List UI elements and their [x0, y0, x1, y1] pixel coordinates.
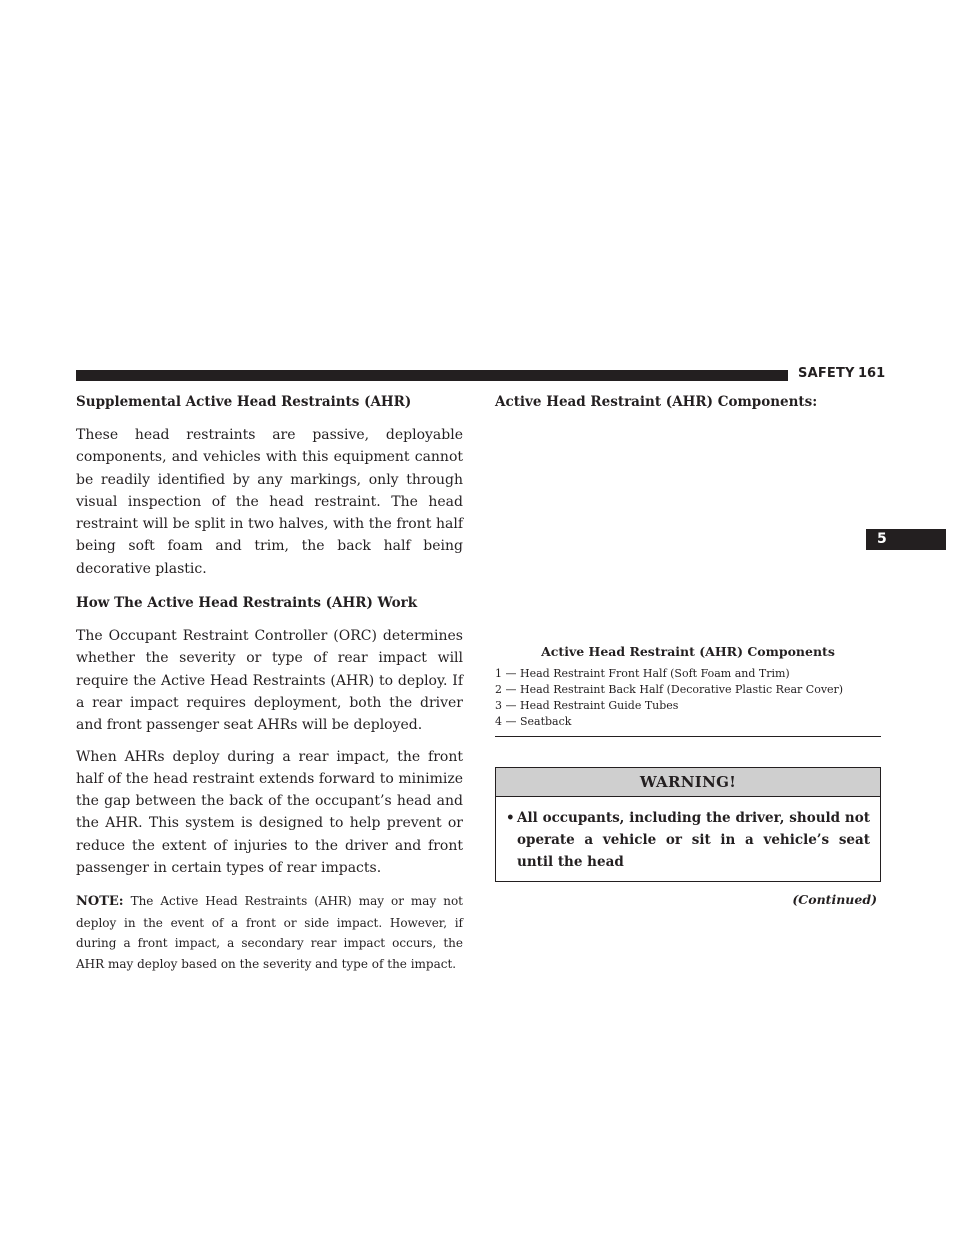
note-label: NOTE:: [76, 894, 124, 910]
heading-components: Active Head Restraint (AHR) Components:: [495, 394, 818, 410]
right-column: [495, 393, 881, 907]
warning-item: [506, 807, 870, 873]
figure-area: [495, 411, 881, 643]
legend-item: 2 — Head Restraint Back Half (Decorative Plastic Rear Cover): [495, 683, 844, 696]
warning-body: [496, 797, 880, 881]
legend-item: 1 — Head Restraint Front Half (Soft Foam and Trim): [495, 667, 790, 680]
page-number: 161: [858, 366, 886, 381]
warning-title: WARNING!: [496, 768, 880, 797]
paragraph-orc: The Occupant Restraint Controller (ORC) determines whether the severity or type of rear impact will require the Active Head Restraints (AHR) to deploy. If a rear impact requires deployment, both the driver and front passenger seat AHRs will be deployed.: [76, 628, 463, 734]
section-title: SAFETY: [798, 366, 855, 381]
paragraph-deploy: When AHRs deploy during a rear impact, the front half of the head restraint extends forward to minimize the gap between the back of the occupant’s head and the AHR. This system is designed to help prevent or reduce the extent of injuries to the driver and front passenger in certain types of rear impacts.: [76, 748, 463, 877]
warning-box: [495, 767, 881, 882]
left-column: [76, 393, 463, 974]
note-paragraph: [76, 891, 463, 974]
heading-how-ahr-work: How The Active Head Restraints (AHR) Work: [76, 595, 418, 612]
header-rule: [76, 370, 788, 381]
note-text: The Active Head Restraints (AHR) may or may not deploy in the event of a front or side impact. However, if during a front impact, a secondary rear impact occurs, the AHR may deploy based on the severity and type of the impact.: [76, 894, 463, 971]
bullet-icon: •: [506, 810, 515, 826]
paragraph-ahr-intro: These head restraints are passive, deployable components, and vehicles with this equipment cannot be readily identified by any markings, only through visual inspection of the head restraint. The head restraint will be split in two halves, with the front half being soft foam and trim, the back half being decorative plastic.: [76, 427, 463, 577]
figure-legend: [495, 666, 881, 737]
chapter-tab[interactable]: 5: [866, 529, 946, 550]
continued-label: (Continued): [792, 892, 877, 907]
figure-caption: Active Head Restraint (AHR) Components: [541, 644, 835, 659]
legend-item: 3 — Head Restraint Guide Tubes: [495, 699, 679, 712]
warning-item-text: All occupants, including the driver, should not operate a vehicle or sit in a vehicle’s seat until the head: [517, 810, 870, 870]
legend-item: 4 — Seatback: [495, 715, 572, 728]
heading-ahr: Supplemental Active Head Restraints (AHR): [76, 394, 412, 410]
